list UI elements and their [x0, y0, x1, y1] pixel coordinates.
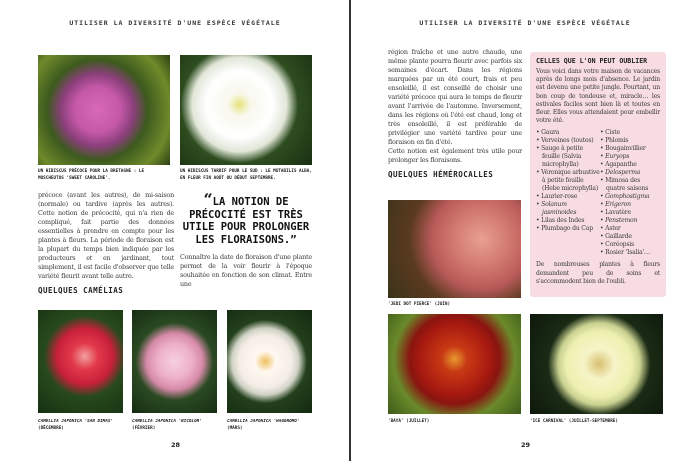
caption-period: (FÉVRIER): [132, 426, 156, 431]
running-header-right: UTILISER LA DIVERSITÉ D'UNE ESPÈCE VÉGÉTALE: [419, 19, 631, 27]
list-item: • Gaillarde: [600, 233, 660, 241]
running-header-left: UTILISER LA DIVERSITÉ D'UNE ESPÈCE VÉGÉTALE: [69, 19, 281, 27]
quote-text: LA NOTION DE PRÉCOCITÉ EST TRÈS UTILE POUR PROLONGER LES FLORAISONS.”: [182, 196, 310, 246]
list-item: • Véronique arbustive à petite feuille (Hebe microphylla): [536, 169, 600, 193]
sidebar-intro: Vous voici dans votre maison de vacances après de longs mois d'absence. Le jardin est devenu une petite jungle. Pourtant, un bon coup de tondeuse et, miracle… les estivales faciles sont bien là et toutes en fleur. Elles vous attendaient pour embellir votre été.: [536, 68, 660, 125]
section-heading-camellias: QUELQUES CAMÉLIAS: [38, 286, 124, 295]
list-item: • Rosier 'Isalia'…: [600, 249, 660, 257]
pull-quote: [180, 190, 312, 246]
caption-period: (MARS): [227, 426, 243, 431]
page-number-left: 28: [171, 441, 181, 449]
quote-mark: “: [203, 190, 213, 209]
caption-period: (DÉCEMBRE): [38, 426, 64, 431]
photo-camellia-bicolor: [132, 310, 217, 413]
plant-list-col1: [536, 129, 600, 257]
right-text-column: [388, 48, 522, 179]
list-item: • Solanum jasminoides: [536, 201, 600, 217]
right-text-column-left-page: [180, 190, 312, 289]
page-number-right: 29: [521, 441, 531, 449]
list-item: • Aster: [600, 225, 660, 233]
caption-name: CAMELLIA JAPONICA 'BICOLOR': [132, 419, 202, 424]
body-text-left: précoce (avant les autres), de mi-saison (normale) ou tardive (après les autres). Cette notion de précocité, qui n'a rien de compliqué, fait partie des données essentielles à prendre en compte pour les plantes à fleurs. La période de floraison est la plupart du temps bien indiquée par les producteurs et en jardinant, tout simplement, il est facile d'observer que telle variété fleurit avant telle autre.: [38, 191, 174, 280]
caption-hemerocalle-1: 'JEDI DOT PIERCE' (JUIN): [388, 302, 451, 307]
caption-hemerocalle-3: 'ICE CARNIVAL' (JUILLET-SEPTEMBRE): [530, 419, 618, 424]
sidebar-box: [530, 52, 666, 297]
photo-hemerocalle-ice-carnival: [530, 314, 663, 414]
photo-hibiscus-mutabilis-alba: [180, 55, 312, 165]
body-text-right: région fraîche et une autre chaude, une même plante pourra fleurir avec parfois six semaines d'écart. Dans les régions marquées par un été court, frais et peu ensoleillé, il est conseillé de choisir une variété précoce qui aura le temps de fleurir avant l'arrivée de l'automne. Inversement, dans les régions où l'été est chaud, long et très ensoleillé, il est préférable de privilégier une variété tardive pour une floraison en fin d'été.: [388, 48, 522, 146]
list-item: • Plumbago du Cap: [536, 225, 600, 233]
caption-camellia-2: [132, 418, 222, 432]
list-item: • Agapanthe: [600, 161, 660, 169]
list-item: • Sauge à petite feuille (Salvia microphylla): [536, 145, 600, 169]
body-text-right-2: Cette notion est également très utile pour prolonger les floraisons.: [388, 147, 522, 164]
caption-name: CAMELLIA JAPONICA 'HAGOROMO': [227, 419, 300, 424]
caption-camellia-1: [38, 418, 128, 432]
list-item: • Bougainvillier: [600, 145, 660, 153]
plant-list: [536, 129, 660, 257]
photo-hemerocalle-baya: [388, 314, 521, 414]
list-item: • Penstemon: [600, 217, 660, 225]
spine-divider: [349, 0, 351, 461]
list-item: • Lavatère: [600, 209, 660, 217]
list-item: • Laurier-rose: [536, 193, 600, 201]
list-item: • Coréopsis: [600, 241, 660, 249]
photo-hemerocalle-jedi-dot-pierce: [388, 200, 521, 298]
list-item: • Phlomis: [600, 137, 660, 145]
caption-name: CAMELLIA JAPONICA 'SAN DIMAS': [38, 419, 114, 424]
list-item: • Gomphostigma: [600, 193, 660, 201]
caption-hibiscus-1: UN HIBISCUS PRÉCOCE POUR LA BRETAGNE : LE MOSCHEUTOS 'SWEET CAROLINE'.: [38, 169, 145, 181]
list-item: • Mimosa des quatre saisons: [600, 177, 660, 193]
left-text-column: [38, 191, 174, 295]
plant-list-col2: [600, 129, 660, 257]
caption-camellia-3: [227, 418, 317, 432]
photo-hibiscus-sweet-caroline: [38, 55, 170, 165]
sidebar-title: CELLES QUE L'ON PEUT OUBLIER: [536, 57, 648, 65]
list-item: • Erigeron: [600, 201, 660, 209]
section-heading-hemerocalles: QUELQUES HÉMÉROCALLES: [388, 170, 494, 179]
caption-hibiscus-2: UN HIBISCUS TARDIF POUR LE SUD : LE MUTABILIS ALBA, EN FLEUR FIN AOÛT OU DÉBUT SEPTEMBRE.: [180, 169, 312, 181]
list-item: • Lilas des Indes: [536, 217, 600, 225]
list-item: • Euryops: [600, 153, 660, 161]
photo-camellia-san-dimas: [38, 310, 123, 413]
photo-camellia-hagoromo: [227, 310, 312, 413]
list-item: • Gaura: [536, 129, 600, 137]
caption-hemerocalle-2: 'BAYA' (JUILLET): [388, 419, 430, 424]
list-item: • Delosperma: [600, 169, 660, 177]
sidebar-outro: De nombreuses plantes à fleurs demandent peu de soins et s'accommodent bien de l'oubli.: [536, 261, 660, 285]
list-item: • Verveines (toutes): [536, 137, 600, 145]
body-text-left-2: Connaître la date de floraison d'une plante permet de la voir fleurir à l'époque souhaitée en fonction de son climat. Entre une: [180, 253, 312, 288]
list-item: • Ciste: [600, 129, 660, 137]
